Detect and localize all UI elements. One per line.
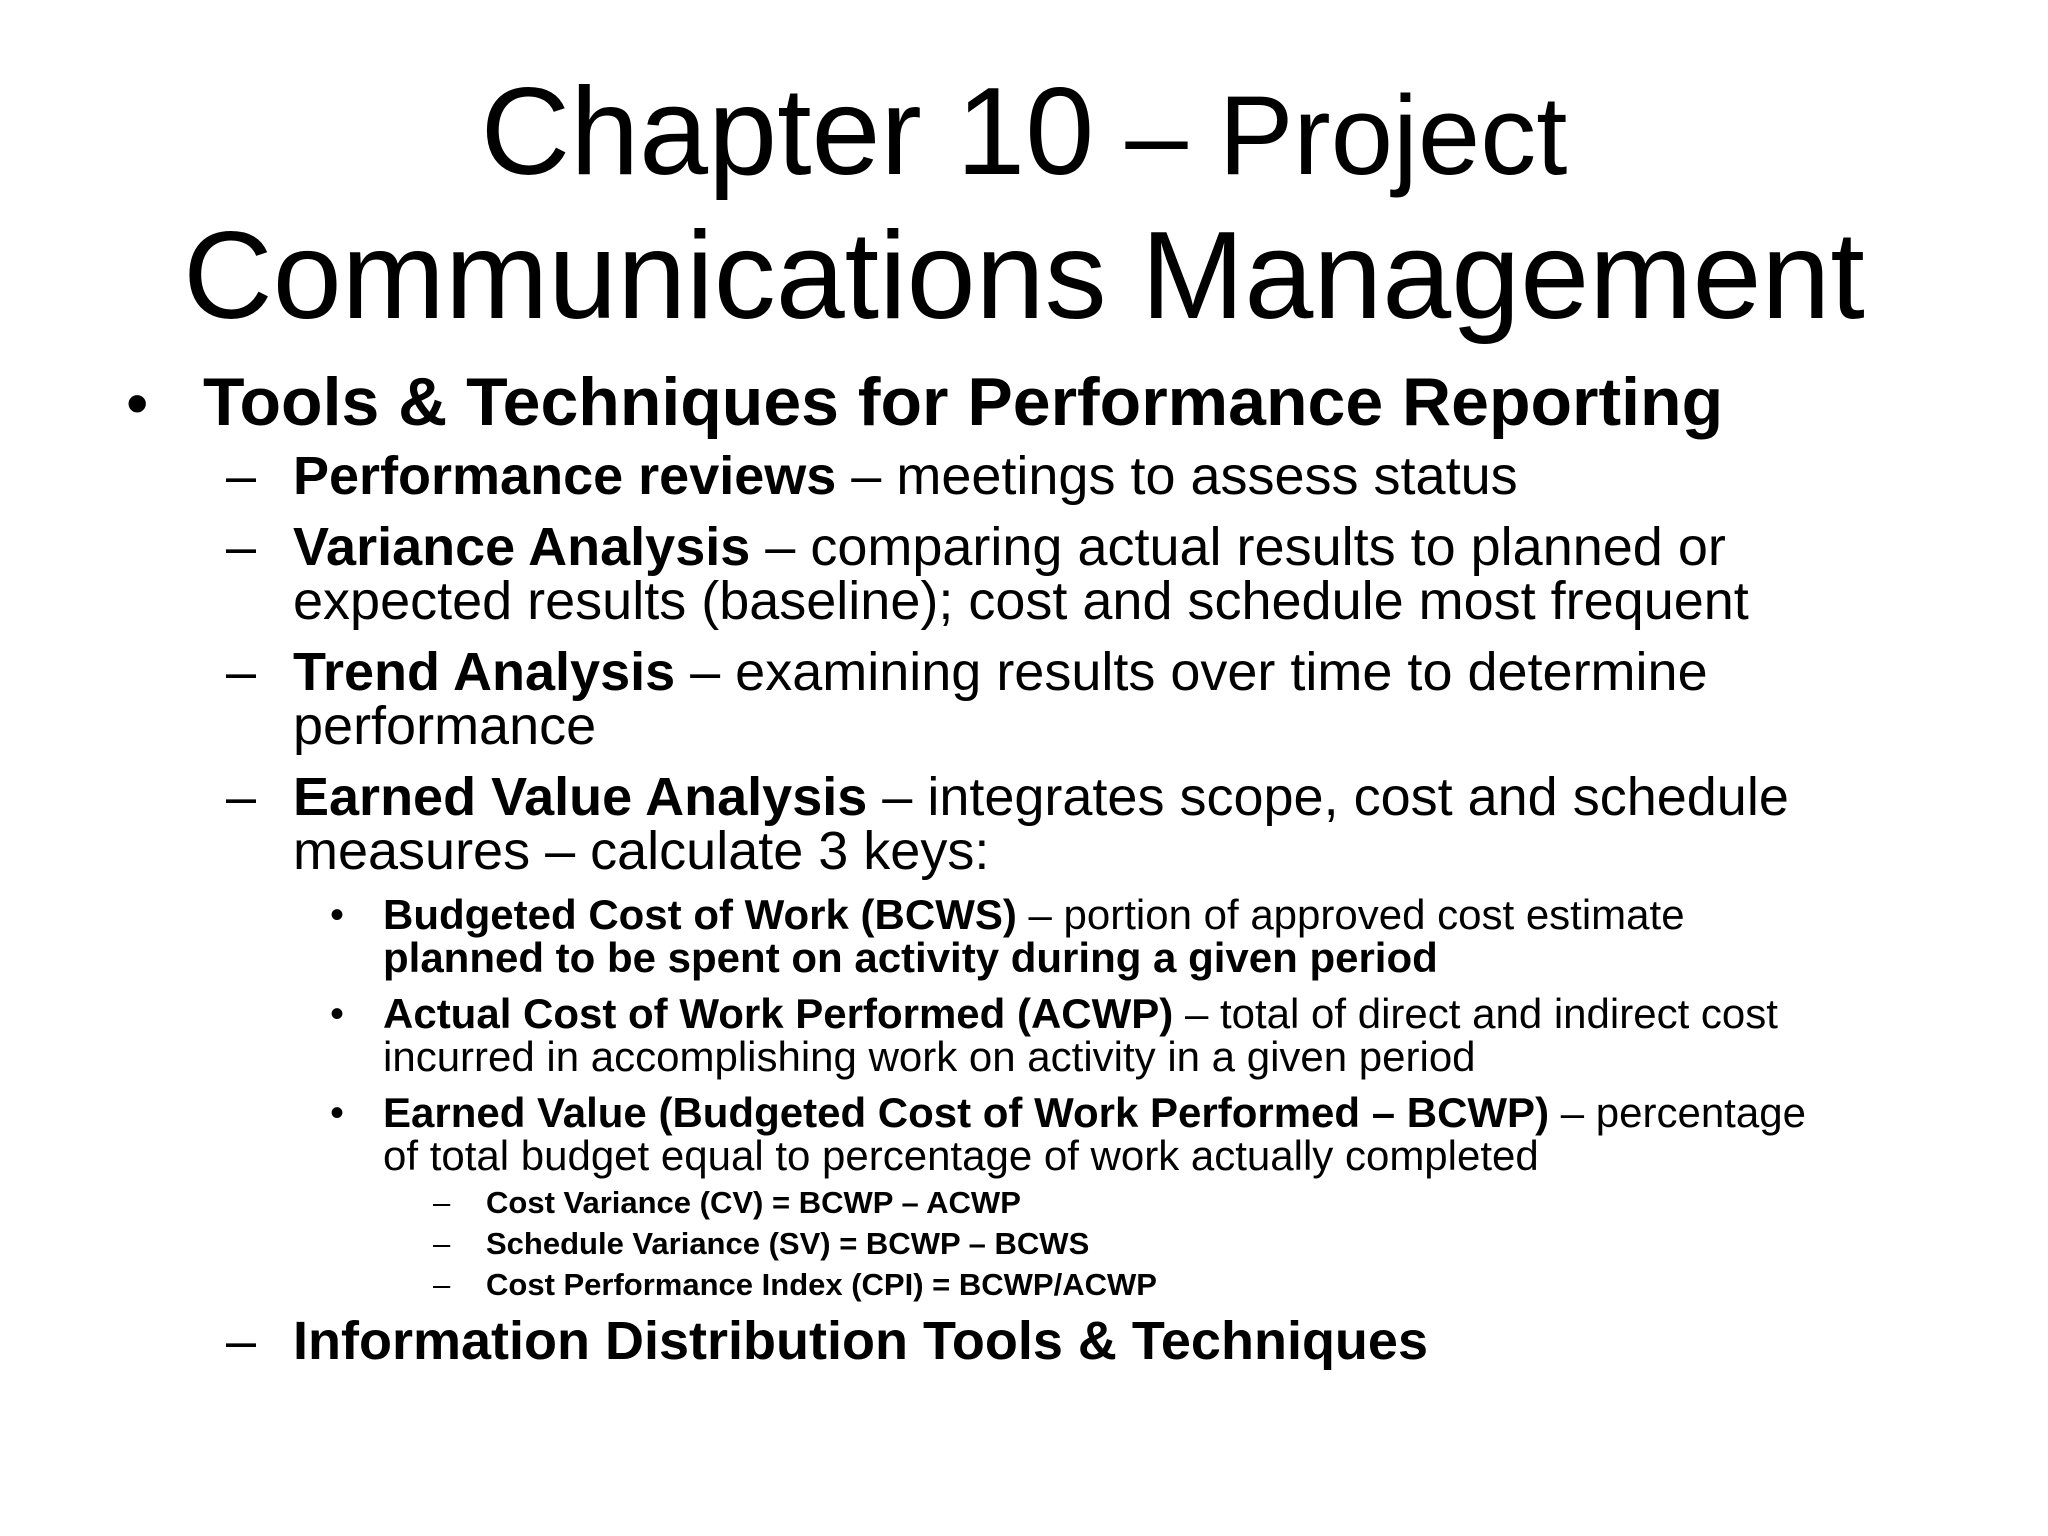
info-distribution-item: Information Distribution Tools & Techniques (293, 1311, 1428, 1371)
section-heading: Tools & Techniques for Performance Reporting (203, 364, 1724, 440)
title-project: – Project (1094, 73, 1568, 198)
dash-marker: – (433, 1226, 451, 1261)
title-line-2: Communications Management (183, 207, 1865, 345)
trend-desc-1: – examining results over time to determine (675, 642, 1708, 702)
dash-marker: – (226, 517, 257, 577)
bullet-marker: • (330, 893, 345, 937)
bcws-desc-1: – portion of approved cost estimate (1016, 891, 1685, 938)
bcwp-term: Earned Value (Budgeted Cost of Work Performed – BCWP) (383, 1089, 1550, 1136)
variance-desc-1: – comparing actual results to planned or (750, 517, 1726, 577)
variance-term: Variance Analysis (293, 517, 751, 577)
acwp-desc-1: – total of direct and indirect cost (1173, 990, 1778, 1037)
dash-marker: – (433, 1267, 451, 1302)
bcws-line-1 (383, 893, 1685, 937)
acwp-line-2: incurred in accomplishing work on activity in a given period (383, 1033, 1476, 1080)
perf-reviews-desc: – meetings to assess status (836, 446, 1518, 506)
earned-value-term: Earned Value Analysis (293, 767, 868, 827)
bullet-marker: • (126, 367, 149, 439)
variance-line-1 (293, 519, 1726, 575)
trend-line-2: performance (293, 696, 597, 756)
perf-reviews-item (293, 448, 1518, 504)
formula-cv: Cost Variance (CV) = BCWP – ACWP (486, 1185, 1021, 1220)
trend-line-1 (293, 644, 1708, 700)
formula-sv: Schedule Variance (SV) = BCWP – BCWS (486, 1226, 1090, 1261)
earned-value-desc-1: – integrates scope, cost and schedule (867, 767, 1789, 827)
bcws-line-2 (383, 936, 1438, 980)
earned-value-line-1 (293, 769, 1789, 825)
acwp-line-1 (383, 992, 1778, 1036)
title-line-1 (481, 63, 1568, 201)
dash-marker: – (226, 446, 257, 506)
trend-term: Trend Analysis (293, 642, 676, 702)
perf-reviews-term: Performance reviews (293, 446, 837, 506)
bcwp-line-1 (383, 1091, 1806, 1135)
bullet-marker: • (330, 1091, 345, 1135)
bcws-term: Budgeted Cost of Work (BCWS) (383, 891, 1017, 938)
bcwp-desc-1: – percentage (1549, 1089, 1806, 1136)
bcwp-line-2: of total budget equal to percentage of work actually completed (383, 1132, 1539, 1179)
acwp-term: Actual Cost of Work Performed (ACWP) (383, 990, 1174, 1037)
dash-marker: – (226, 767, 257, 827)
slide-title (0, 62, 2048, 346)
dash-marker: – (226, 642, 257, 702)
dash-marker: – (226, 1311, 257, 1371)
formula-cpi: Cost Performance Index (CPI) = BCWP/ACWP (486, 1267, 1157, 1302)
variance-line-2: expected results (baseline); cost and schedule most frequent (293, 571, 1749, 631)
dash-marker: – (433, 1185, 451, 1220)
bcws-desc-2: planned to be spent on activity during a given period (383, 934, 1438, 981)
earned-value-line-2: measures – calculate 3 keys: (293, 821, 990, 881)
bullet-marker: • (330, 992, 345, 1036)
title-chapter: Chapter 10 (480, 63, 1095, 201)
